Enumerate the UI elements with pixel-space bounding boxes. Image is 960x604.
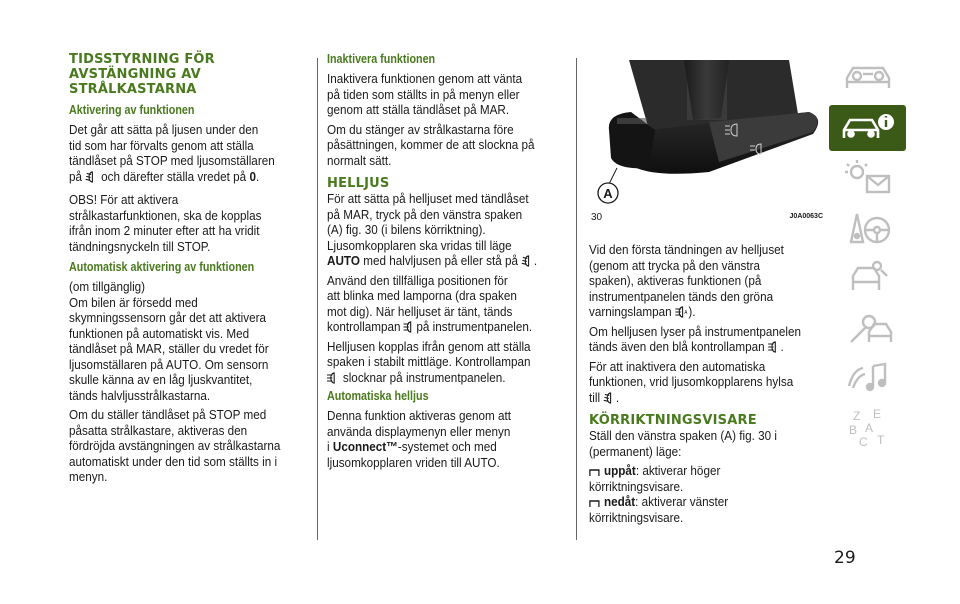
low-beam-icon [521,255,534,267]
low-beam-icon [603,392,616,404]
tab-car-info[interactable] [829,105,906,151]
wrench-car-icon [843,308,893,348]
figure-caption [589,212,825,224]
paragraph-deactivate-auto: För att inaktivera den automatiska funktionen, vrid ljusomkopplarens hylsa till . [589,358,794,405]
figure-light-stalk [589,60,825,212]
svg-text:T: T [876,433,884,447]
tab-multimedia[interactable] [829,355,906,401]
section-heading-korriktningsvisare: KÖRRIKTNINGSVISARE [589,413,757,428]
subheading-activation: Aktivering av funktionen [69,103,195,117]
paragraph-blue-lamp: Om helljusen lyser på instrumentpanelen tänds även den blå kontrollampan . [589,323,802,354]
light-stalk-illustration [589,60,825,212]
column-3 [589,242,825,525]
svg-text:Z: Z [852,409,860,423]
warning-lights-message-icon [843,158,893,198]
multimedia-music-icon [843,358,893,398]
callout-label-a: A [603,186,613,201]
paragraph-obs: OBS! För att aktivera strålkastarfunktionen, ska de kopplas ifrån inom 2 minuter efter att ha vridit tändningsnyckeln till STOP. [69,192,262,254]
figure-code: J0A0063C [789,213,823,220]
paragraph-first-ignition: Vid den första tändningen av helljuset (genom att trycka på den vänstra spaken), aktiveras funktionen (på instrumentpanelen tänds den gröna varningslampan A ). [589,242,784,319]
high-beam-icon [327,372,340,384]
tab-maintenance[interactable] [829,305,906,351]
svg-text:C: C [858,435,868,449]
subheading-auto-highbeam: Automatiska helljus [327,389,429,403]
column-divider-right [576,58,577,540]
figure-number: 30 [591,212,603,223]
chapter-sidebar [829,55,906,455]
paragraph-helljus: För att sätta på helljuset med tändlåset på MAR, tryck på den vänstra spaken (A) fig. 30 (i bilens körriktning). Ljusomkopplaren ska vridas till läge AUTO med halvljusen på eller stå på . [327,191,538,268]
svg-text:A: A [864,421,873,435]
paragraph-turn-signal: Ställ den vänstra spaken (A) fig. 30 i (permanent) läge: [589,428,777,459]
list-item-down: nedåt: aktiverar vänster körriktningsvisare. [589,494,729,525]
bullet-arrow-icon [589,467,601,477]
tab-starting-driving[interactable] [829,255,906,301]
high-beam-icon [768,341,781,353]
svg-text:A: A [684,310,688,317]
car-dashboard-icon [843,60,893,96]
low-beam-icon [85,171,98,183]
paragraph-auto: (om tillgänglig) Om bilen är försedd med skymningssensorn går det att aktivera funktionen på automatiskt vis. Med tändlåset på MAR, ställer du vredet för ljusomställaren på AUTO. Om sensorn skulle känna av en låg ljuskvantitet, tänds halvljusstrålkastarna. [69,279,269,403]
paragraph-stop-delay: Om du ställer tändlåset på STOP med påsatta strålkastare, aktiveras den fördröjda avstängningen av strålkastarna automatiskt under den tid som ställts in i menyn. [69,407,281,484]
paragraph-off: Helljusen kopplas ifrån genom att ställa spaken i stabilt mittläge. Kontrollampan slocknar på instrumentpanelen. [327,338,531,385]
tab-index[interactable] [829,405,906,451]
list-item-up: uppåt: aktiverar höger körriktningsvisare. [589,463,721,494]
column-divider-left [317,58,318,540]
paragraph-auto-highbeam: Denna funktion aktiveras genom att använda displaymenyn eller menyn i Uconnect™-systemet och med ljusomkopplaren vriden till AUTO. [327,408,512,470]
section-heading-helljus: HELLJUS [327,176,390,191]
alphabetical-index-icon [843,406,893,450]
svg-text:B: B [848,423,857,437]
bullet-arrow-icon [589,498,601,508]
tab-warning-lights[interactable] [829,155,906,201]
car-info-icon [840,110,896,146]
page-number: 29 [834,548,856,568]
paragraph-activation: Det går att sätta på ljusen under den tid som har förvalts genom att ställa tändlåset på STOP med ljusomställaren på och därefter ställa vredet på 0. [69,122,275,184]
auto-high-beam-icon [675,306,689,318]
section-heading-tidsstyrning: TIDSSTYRNING FÖR AVSTÄNGNING AV STRÅLKASTARNA [69,52,215,97]
subheading-deactivate: Inaktivera funktionen [327,52,436,66]
tab-safety[interactable] [829,205,906,251]
paragraph-deactivate: Inaktivera funktionen genom att vänta på tiden som ställts in på menyn eller genom att ställa tändlåset på MAR. [327,71,523,117]
car-key-icon [843,258,893,298]
column-1 [69,52,307,485]
tab-dashboard[interactable] [829,55,906,101]
paragraph-flash: Använd den tillfälliga positionen för att blinka med lamporna (dra spaken mot dig). När helljuset är tänt, tänds kontrollampan på instrumentpanelen. [327,272,533,334]
svg-text:E: E [872,407,881,421]
column-2 [327,52,565,470]
high-beam-icon [404,321,417,333]
safety-steering-icon [843,208,893,248]
subheading-auto-activation: Automatisk aktivering av funktionen [69,260,255,274]
paragraph-switch-off: Om du stänger av strålkastarna före påsättningen, kommer de att slockna på normalt sätt. [327,121,535,168]
